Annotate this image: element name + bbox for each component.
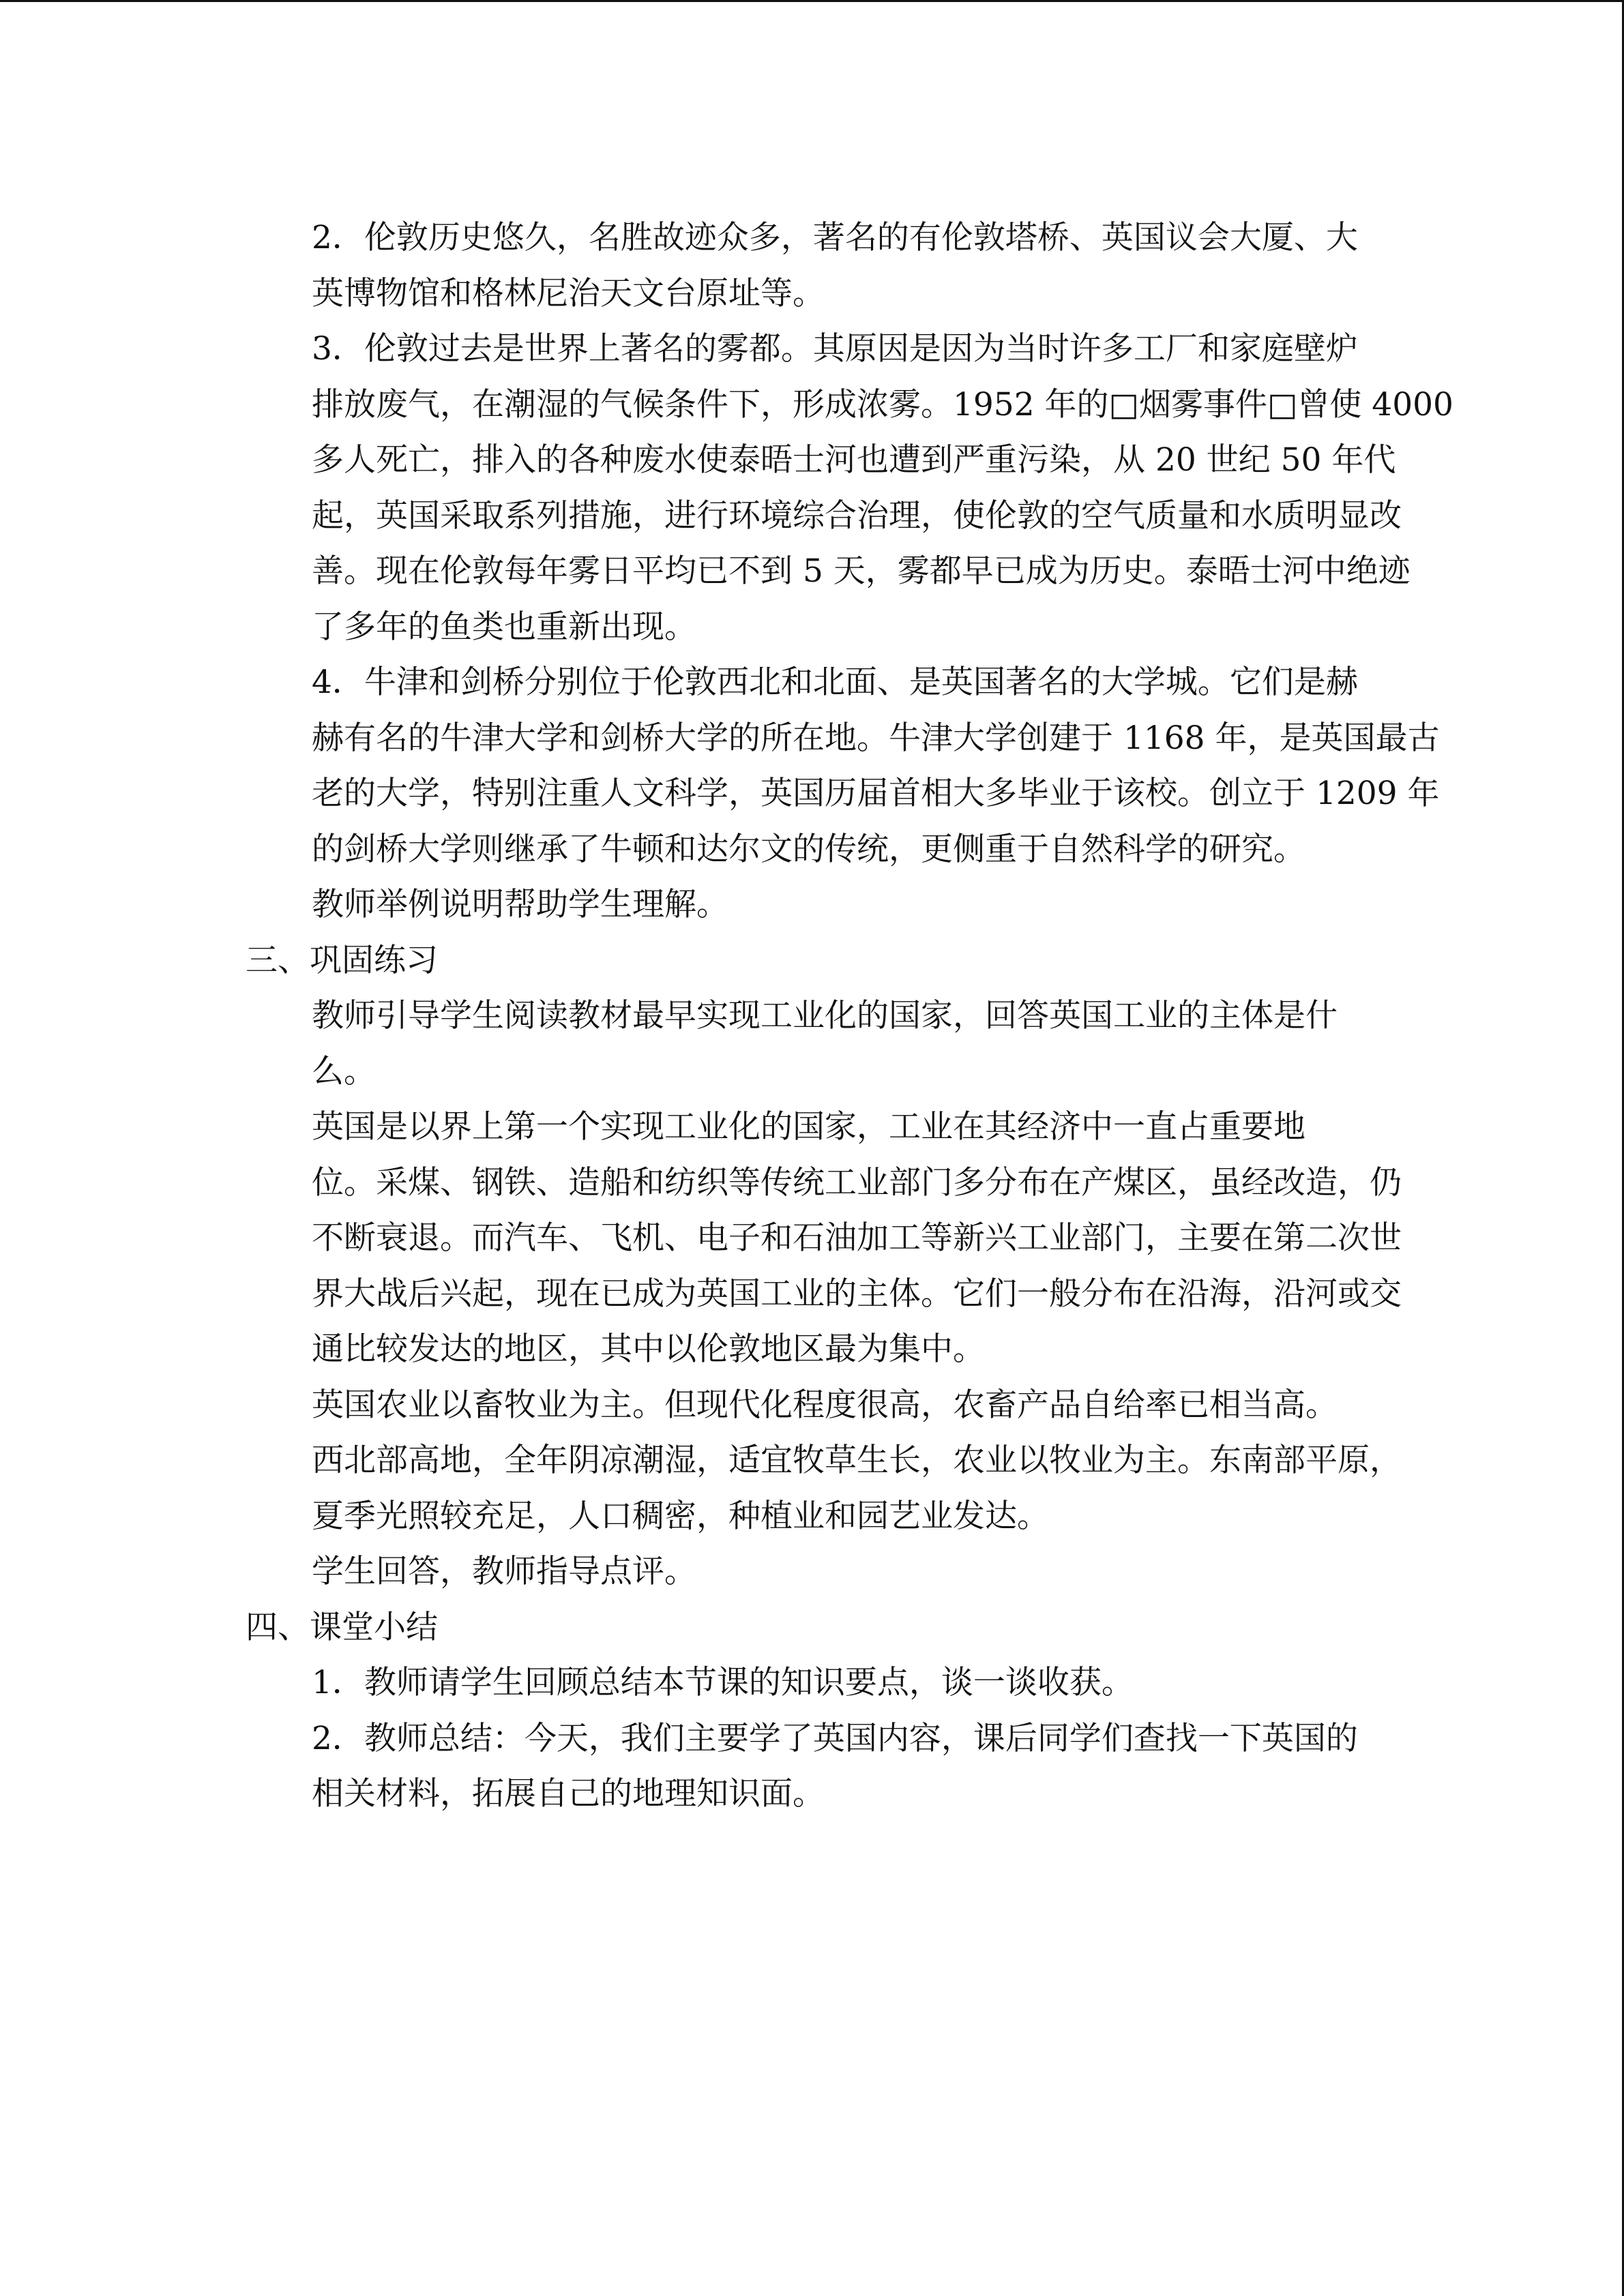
text-line: 排放废气，在潮湿的气候条件下，形成浓雾。1952 年的□烟雾事件□曾使 4000 — [312, 385, 1453, 423]
text-line: 相关材料，拓展自己的地理知识面。 — [312, 1775, 825, 1813]
text-line: 2．伦敦历史悠久，名胜故迹众多，著名的有伦敦塔桥、英国议会大厦、大 — [312, 219, 1358, 256]
text-line: 位。采煤、钢铁、造船和纺织等传统工业部门多分布在产煤区，虽经改造，仍 — [312, 1163, 1402, 1202]
paragraph — [246, 1544, 1378, 1600]
text-line: 界大战后兴起，现在已成为英国工业的主体。它们一般分布在沿海，沿河或交 — [312, 1274, 1402, 1313]
text-line: 么。 — [312, 1052, 376, 1090]
text-line: 起，英国采取系列措施，进行环境综合治理，使伦敦的空气质量和水质明显改 — [312, 496, 1402, 535]
text-line: 2．教师总结：今天，我们主要学了英国内容，课后同学们查找一下英国的 — [312, 1719, 1358, 1757]
text-line: 英国是以界上第一个实现工业化的国家，工业在其经济中一直占重要地 — [312, 1108, 1305, 1146]
paragraph — [246, 1655, 1378, 1711]
paragraph — [246, 988, 1378, 1099]
text-line: 教师引导学生阅读教材最早实现工业化的国家，回答英国工业的主体是什 — [312, 997, 1338, 1034]
section-heading — [246, 1600, 1378, 1656]
text-line: 4．牛津和剑桥分别位于伦敦西北和北面、是英国著名的大学城。它们是赫 — [312, 664, 1358, 701]
text-line: 夏季光照较充足，人口稠密，种植业和园艺业发达。 — [312, 1497, 1049, 1535]
text-line: 善。现在伦敦每年雾日平均已不到 5 天，雾都早已成为历史。泰晤士河中绝迹 — [312, 552, 1411, 590]
paragraph — [246, 321, 1453, 655]
text-line: 1．教师请学生回顾总结本节课的知识要点，谈一谈收获。 — [312, 1664, 1134, 1701]
text-line: 了多年的鱼类也重新出现。 — [312, 608, 696, 646]
text-line: 西北部高地，全年阴凉潮湿，适宜牧草生长，农业以牧业为主。东南部平原， — [312, 1442, 1402, 1479]
document-body — [246, 210, 1453, 1822]
text-line: 老的大学，特别注重人文科学，英国历届首相大多毕业于该校。创立于 1209 年 — [312, 775, 1440, 812]
text-line: 英国农业以畜牧业为主。但现代化程度很高，农畜产品自给率已相当高。 — [312, 1386, 1338, 1424]
text-line: 3．伦敦过去是世界上著名的雾都。其原因是因为当时许多工厂和家庭壁炉 — [312, 330, 1358, 368]
paragraph — [246, 1099, 1402, 1377]
text-line: 教师举例说明帮助学生理解。 — [312, 886, 728, 923]
paragraph — [246, 1377, 1402, 1545]
section-heading — [246, 933, 1378, 989]
text-line: 通比较发达的地区，其中以伦敦地区最为集中。 — [312, 1330, 985, 1368]
text-line: 英博物馆和格林尼治天文台原址等。 — [312, 274, 825, 312]
paragraph — [246, 655, 1440, 877]
text-line: 的剑桥大学则继承了牛顿和达尔文的传统，更侧重于自然科学的研究。 — [312, 830, 1305, 868]
text-line: 三、巩固练习 — [246, 941, 438, 979]
paragraph — [246, 1711, 1378, 1822]
text-line: 赫有名的牛津大学和剑桥大学的所在地。牛津大学创建于 1168 年，是英国最古 — [312, 719, 1440, 757]
text-line: 多人死亡，排入的各种废水使泰晤士河也遭到严重污染，从 20 世纪 50 年代 — [312, 441, 1396, 479]
paragraph — [246, 210, 1378, 321]
text-line: 四、课堂小结 — [246, 1608, 438, 1646]
text-line: 学生回答，教师指导点评。 — [312, 1553, 696, 1590]
paragraph — [246, 877, 1378, 933]
text-line: 不断衰退。而汽车、飞机、电子和石油加工等新兴工业部门，主要在第二次世 — [312, 1219, 1402, 1257]
